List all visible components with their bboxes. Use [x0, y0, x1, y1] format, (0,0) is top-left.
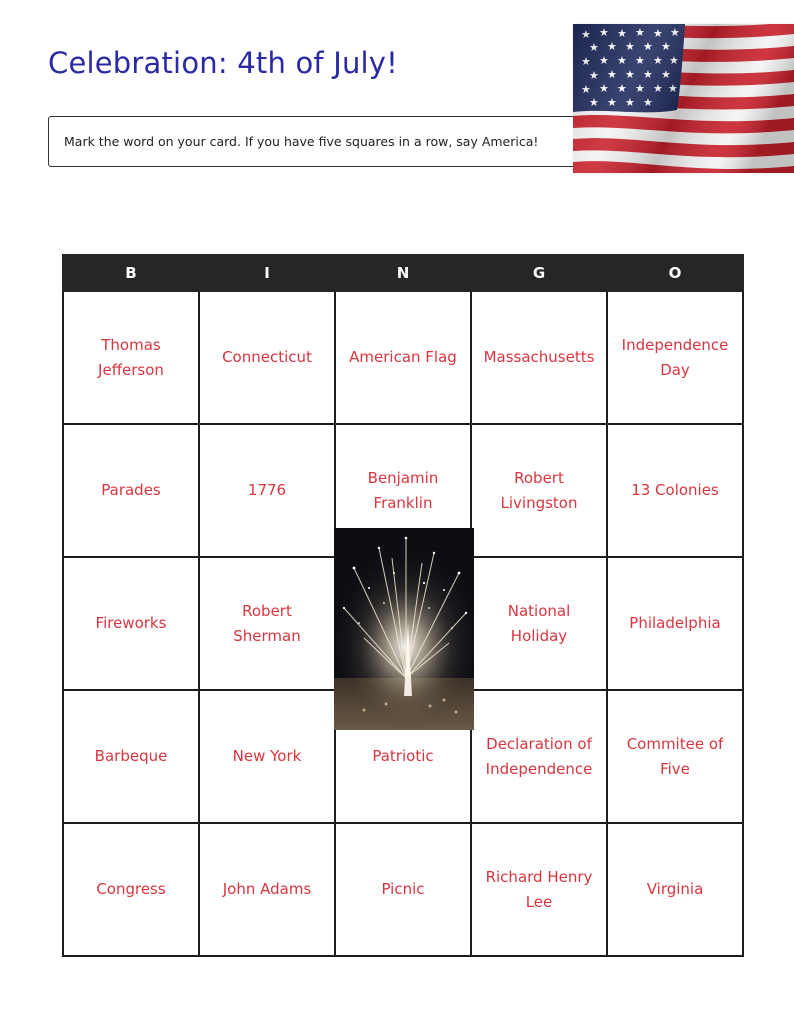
bingo-cell: John Adams: [199, 823, 335, 956]
fireworks-photo: [334, 528, 474, 730]
header-g: G: [471, 255, 607, 291]
instructions-text: Mark the word on your card. If you have five squares in a row, say America!: [64, 134, 539, 149]
bingo-cell: 13 Colonies: [607, 424, 743, 557]
bingo-cell: Robert Livingston: [471, 424, 607, 557]
bingo-cell: National Holiday: [471, 557, 607, 690]
bingo-cell: American Flag: [335, 291, 471, 424]
bingo-cell: Parades: [63, 424, 199, 557]
bingo-row: [63, 823, 743, 956]
bingo-cell: Picnic: [335, 823, 471, 956]
bingo-cell: Independence Day: [607, 291, 743, 424]
bingo-cell: Patriotic: [335, 690, 471, 823]
bingo-cell: Declaration of Independence: [471, 690, 607, 823]
bingo-cell: Thomas Jefferson: [63, 291, 199, 424]
page-title: Celebration: 4th of July!: [48, 46, 398, 80]
bingo-row: [63, 291, 743, 424]
bingo-cell: 1776: [199, 424, 335, 557]
header-b: B: [63, 255, 199, 291]
bingo-cell: Connecticut: [199, 291, 335, 424]
bingo-cell: Fireworks: [63, 557, 199, 690]
bingo-cell: Philadelphia: [607, 557, 743, 690]
instructions-box: [48, 116, 638, 167]
bingo-cell: Robert Sherman: [199, 557, 335, 690]
header-o: O: [607, 255, 743, 291]
bingo-cell: New York: [199, 690, 335, 823]
bingo-cell: Benjamin Franklin: [335, 424, 471, 557]
american-flag-image: [573, 24, 794, 173]
bingo-cell: Barbeque: [63, 690, 199, 823]
bingo-cell: Congress: [63, 823, 199, 956]
bingo-cell: Virginia: [607, 823, 743, 956]
bingo-header-row: [63, 255, 743, 291]
header-n: N: [335, 255, 471, 291]
bingo-cell: Richard Henry Lee: [471, 823, 607, 956]
bingo-cell: Commitee of Five: [607, 690, 743, 823]
bingo-cell: Massachusetts: [471, 291, 607, 424]
header-i: I: [199, 255, 335, 291]
